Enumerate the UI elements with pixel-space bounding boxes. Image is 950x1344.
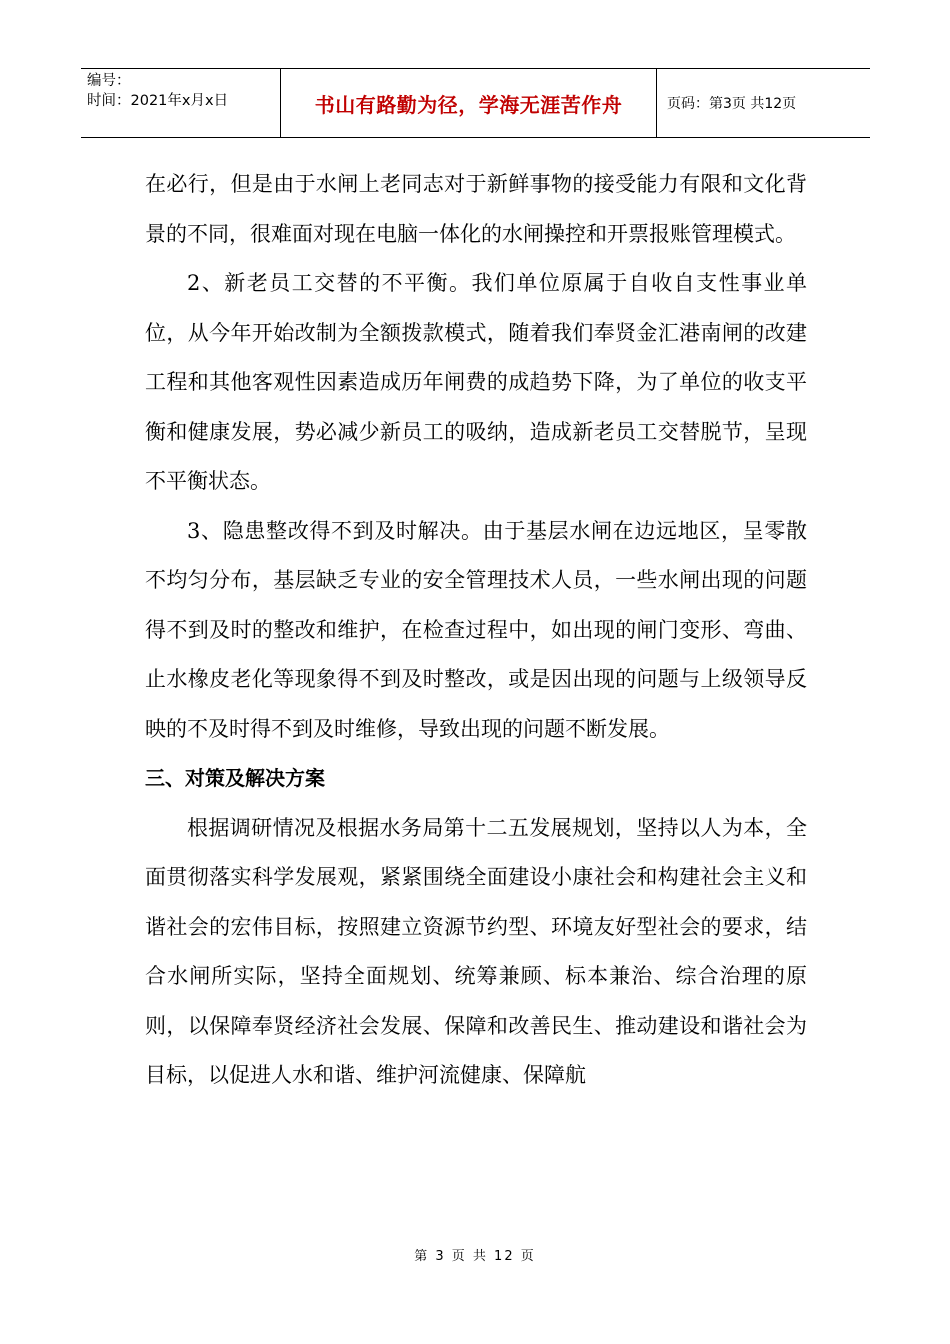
header-page-info: 页码：第3页 共12页 [667,96,797,112]
header-meta [81,69,281,137]
page-header [81,68,870,138]
page-footer: 第 3 页 共 12 页 [414,1249,536,1264]
paragraph-2: 2、新老员工交替的不平衡。我们单位原属于自收自支性事业单位，从今年开始改制为全额拨款模式，随着我们奉贤金汇港南闸的改建工程和其他客观性因素造成历年闸费的成趋势下降，为了单位的收支平衡和健康发展，势必减少新员工的吸纳，造成新老员工交替脱节，呈现不平衡状态。 [145,271,807,493]
paragraph-1: 在必行，但是由于水闸上老同志对于新鲜事物的接受能力有限和文化背景的不同，很难面对现在电脑一体化的水闸操控和开票报账管理模式。 [145,172,807,246]
header-motto: 书山有路勤为径，学海无涯苦作舟 [281,69,657,137]
time-label: 时间：2021年x月x日 [87,93,229,109]
number-label: 编号： [87,73,131,89]
section-heading: 三、对策及解决方案 [145,766,325,790]
document-body [145,160,807,1101]
paragraph-3: 3、隐患整改得不到及时解决。由于基层水闸在边远地区，呈零散不均匀分布，基层缺乏专业的安全管理技术人员，一些水闸出现的问题得不到及时的整改和维护，在检查过程中，如出现的闸门变形、弯曲、止水橡皮老化等现象得不到及时整改，或是因出现的问题与上级领导反映的不及时得不到及时维修，导致出现的问题不断发展。 [145,518,807,741]
paragraph-4: 根据调研情况及根据水务局第十二五发展规划，坚持以人为本，全面贯彻落实科学发展观，紧紧围绕全面建设小康社会和构建社会主义和谐社会的宏伟目标，按照建立资源节约型、环境友好型社会的要求，结合水闸所实际，坚持全面规划、统筹兼顾、标本兼治、综合治理的原则，以保障奉贤经济社会发展、保障和改善民生、推动建设和谐社会为目标，以促进人水和谐、维护河流健康、保障航 [145,815,807,1087]
